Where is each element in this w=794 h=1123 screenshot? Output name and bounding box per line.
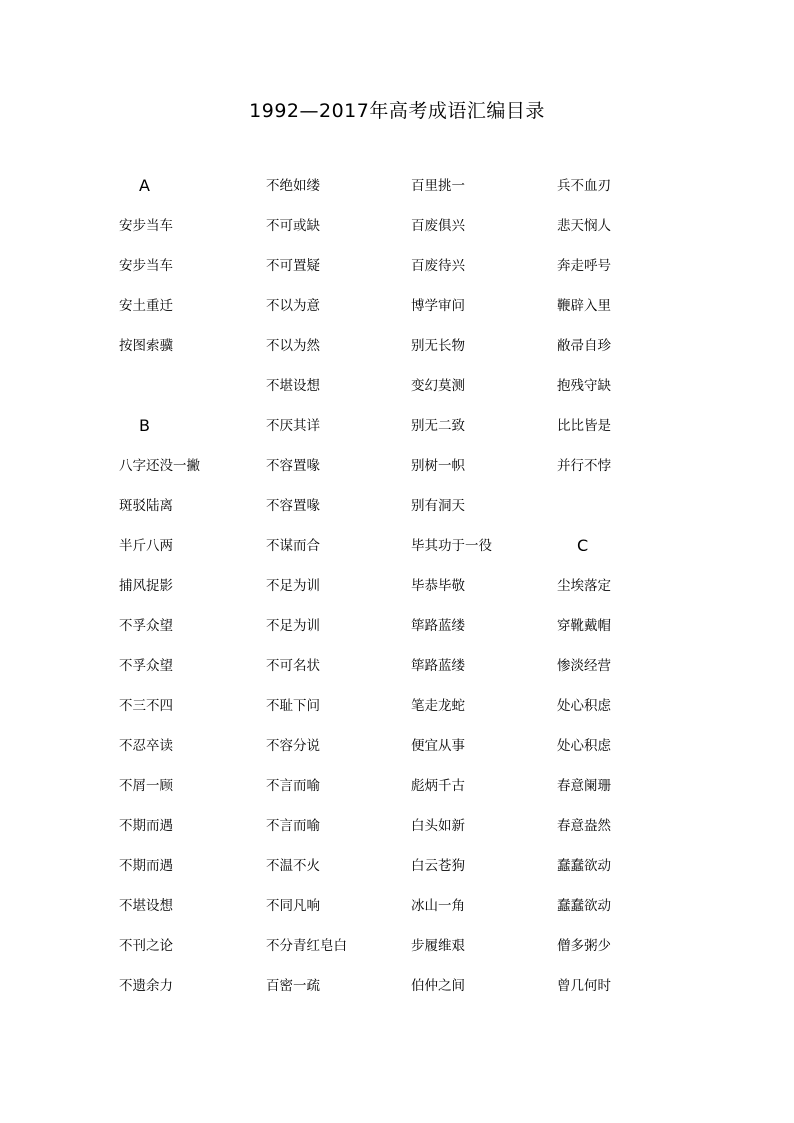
idiom-entry: 别无二致 <box>411 418 465 434</box>
idiom-entry: 步履维艰 <box>411 938 465 954</box>
idiom-entry: 比比皆是 <box>557 418 611 434</box>
idiom-entry: 半斤八两 <box>119 538 173 554</box>
idiom-entry: 不三不四 <box>119 698 173 714</box>
page-title: 1992—2017年高考成语汇编目录 <box>249 100 545 122</box>
index-column-4 <box>557 166 707 1006</box>
idiom-entry: 不期而遇 <box>119 858 173 874</box>
idiom-entry: 鞭辟入里 <box>557 298 611 314</box>
idiom-entry: 别无长物 <box>411 338 465 354</box>
idiom-entry: 不屑一顾 <box>119 778 173 794</box>
idiom-entry: 笔走龙蛇 <box>411 698 465 714</box>
idiom-entry: 不言而喻 <box>266 818 320 834</box>
idiom-entry: 惨淡经营 <box>557 658 611 674</box>
idiom-entry: 敝帚自珍 <box>557 338 611 354</box>
idiom-entry: 别有洞天 <box>411 498 465 514</box>
idiom-entry: 不厌其详 <box>266 418 320 434</box>
spacer-row <box>119 366 269 406</box>
idiom-entry: 百废俱兴 <box>411 218 465 234</box>
idiom-entry: 僧多粥少 <box>557 938 611 954</box>
idiom-entry: 不可或缺 <box>266 218 320 234</box>
idiom-entry: 百密一疏 <box>266 978 320 994</box>
idiom-entry: 不言而喻 <box>266 778 320 794</box>
idiom-entry: 不可名状 <box>266 658 320 674</box>
idiom-entry: 变幻莫测 <box>411 378 465 394</box>
idiom-entry: 不容置喙 <box>266 498 320 514</box>
idiom-entry: 不孚众望 <box>119 658 173 674</box>
idiom-entry: 抱残守缺 <box>557 378 611 394</box>
index-column-1 <box>119 166 269 1006</box>
section-letter-heading: B <box>139 416 150 435</box>
idiom-entry: 百废待兴 <box>411 258 465 274</box>
idiom-entry: 不耻下问 <box>266 698 320 714</box>
idiom-entry: 不孚众望 <box>119 618 173 634</box>
section-letter-heading: C <box>577 536 589 555</box>
idiom-entry: 别树一帜 <box>411 458 465 474</box>
idiom-entry: 不足为训 <box>266 618 320 634</box>
idiom-entry: 白头如新 <box>411 818 465 834</box>
idiom-entry: 筚路蓝缕 <box>411 658 465 674</box>
idiom-entry: 安步当车 <box>119 258 173 274</box>
idiom-entry: 不分青红皂白 <box>266 938 347 954</box>
idiom-entry: 斑驳陆离 <box>119 498 173 514</box>
idiom-entry: 毕恭毕敬 <box>411 578 465 594</box>
idiom-entry: 兵不血刃 <box>557 178 611 194</box>
idiom-entry: 白云苍狗 <box>411 858 465 874</box>
idiom-entry: 奔走呼号 <box>557 258 611 274</box>
idiom-entry: 便宜从事 <box>411 738 465 754</box>
idiom-entry: 捕风捉影 <box>119 578 173 594</box>
spacer-row <box>557 486 707 526</box>
idiom-entry: 筚路蓝缕 <box>411 618 465 634</box>
idiom-entry: 不期而遇 <box>119 818 173 834</box>
idiom-entry: 不忍卒读 <box>119 738 173 754</box>
index-column-3 <box>411 166 561 1006</box>
idiom-entry: 百里挑一 <box>411 178 465 194</box>
section-letter-heading: A <box>139 176 150 195</box>
idiom-entry: 毕其功于一役 <box>411 538 492 554</box>
idiom-entry: 不可置疑 <box>266 258 320 274</box>
idiom-entry: 不足为训 <box>266 578 320 594</box>
idiom-entry: 尘埃落定 <box>557 578 611 594</box>
idiom-entry: 并行不悖 <box>557 458 611 474</box>
idiom-entry: 按图索骥 <box>119 338 173 354</box>
idiom-entry: 不刊之论 <box>119 938 173 954</box>
index-column-2 <box>266 166 416 1006</box>
idiom-entry: 处心积虑 <box>557 698 611 714</box>
idiom-entry: 不堪设想 <box>119 898 173 914</box>
idiom-entry: 春意盎然 <box>557 818 611 834</box>
idiom-entry: 蠢蠢欲动 <box>557 898 611 914</box>
idiom-entry: 不以为意 <box>266 298 320 314</box>
idiom-entry: 不以为然 <box>266 338 320 354</box>
idiom-entry: 冰山一角 <box>411 898 465 914</box>
idiom-entry: 博学审问 <box>411 298 465 314</box>
idiom-entry: 不容置喙 <box>266 458 320 474</box>
idiom-entry: 彪炳千古 <box>411 778 465 794</box>
idiom-entry: 悲天悯人 <box>557 218 611 234</box>
idiom-entry: 不容分说 <box>266 738 320 754</box>
idiom-entry: 不绝如缕 <box>266 178 320 194</box>
idiom-entry: 不同凡响 <box>266 898 320 914</box>
idiom-entry: 穿靴戴帽 <box>557 618 611 634</box>
idiom-entry: 不温不火 <box>266 858 320 874</box>
idiom-entry: 不堪设想 <box>266 378 320 394</box>
idiom-entry: 安步当车 <box>119 218 173 234</box>
idiom-entry: 安土重迁 <box>119 298 173 314</box>
idiom-entry: 不遗余力 <box>119 978 173 994</box>
idiom-entry: 曾几何时 <box>557 978 611 994</box>
idiom-entry: 蠢蠢欲动 <box>557 858 611 874</box>
idiom-entry: 不谋而合 <box>266 538 320 554</box>
idiom-entry: 伯仲之间 <box>411 978 465 994</box>
idiom-entry: 处心积虑 <box>557 738 611 754</box>
idiom-entry: 八字还没一撇 <box>119 458 200 474</box>
idiom-entry: 春意阑珊 <box>557 778 611 794</box>
